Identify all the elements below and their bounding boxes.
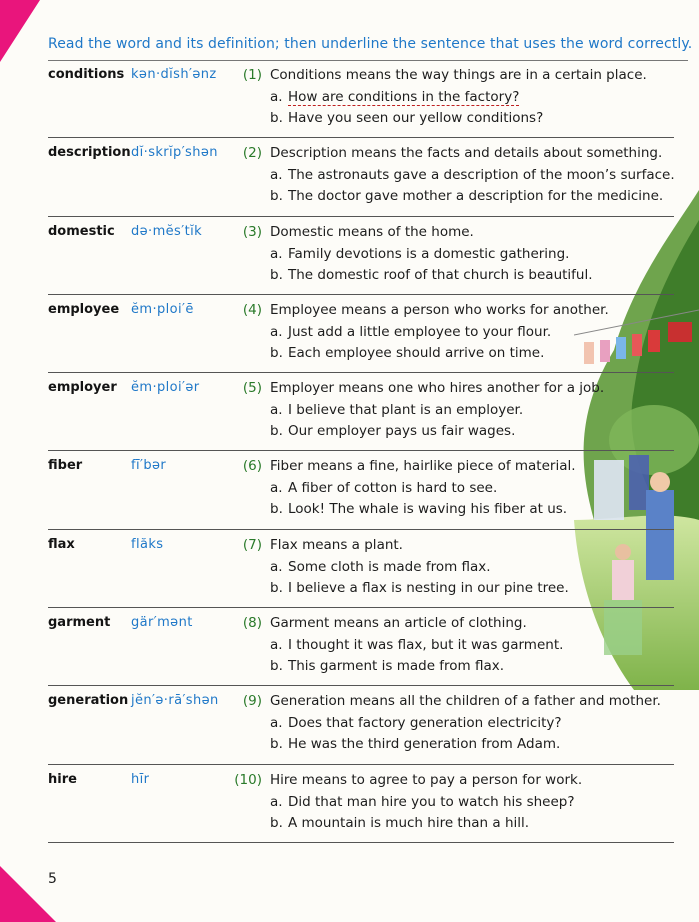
- vocabulary-entry: [0, 60, 699, 138]
- sentence-b[interactable]: [270, 658, 504, 674]
- vocabulary-list: [0, 60, 699, 843]
- entry-definition: Fiber means a fine, hairlike piece of material.: [270, 458, 576, 475]
- entry-definition: Description means the facts and details about something.: [270, 145, 663, 162]
- entry-word: fiber: [48, 458, 83, 474]
- entry-word: domestic: [48, 223, 115, 239]
- entry-number: (5): [242, 380, 262, 397]
- page-number: 5: [48, 871, 57, 887]
- sentence-text: He was the third generation from Adam.: [288, 736, 561, 753]
- sentence-text: This garment is made from flax.: [288, 658, 505, 675]
- option-letter: a.: [270, 637, 283, 654]
- entry-number: (9): [242, 693, 262, 710]
- entry-definition: Garment means an article of clothing.: [270, 615, 527, 632]
- instructions: Read the word and its definition; then underline the sentence that uses the word correctly.: [48, 36, 693, 52]
- sentence-a[interactable]: [270, 794, 575, 810]
- option-letter: b.: [270, 501, 283, 518]
- entry-pronunciation: hīr: [131, 771, 150, 787]
- entry-number: (6): [242, 458, 262, 475]
- entry-definition: Conditions means the way things are in a certain place.: [270, 67, 647, 83]
- option-letter: a.: [270, 167, 283, 184]
- option-letter: a.: [270, 480, 283, 497]
- entry-pronunciation: gär′mənt: [131, 615, 193, 631]
- sentence-a[interactable]: [270, 480, 497, 496]
- vocabulary-entry: [0, 373, 699, 451]
- option-letter: a.: [270, 558, 283, 575]
- entry-pronunciation: kən·dĭsh′ənz: [131, 67, 217, 82]
- option-letter: b.: [270, 344, 283, 361]
- sentence-text: Family devotions is a domestic gathering.: [288, 245, 570, 262]
- entry-word: generation: [48, 693, 129, 709]
- entry-number: (10): [234, 771, 262, 788]
- entry-number: (7): [242, 536, 262, 553]
- sentence-text: Did that man hire you to watch his sheep?: [288, 793, 575, 810]
- option-letter: b.: [270, 736, 283, 753]
- entry-definition: Employer means one who hires another for a job.: [270, 380, 605, 397]
- vocabulary-entry: [0, 608, 699, 686]
- vocabulary-entry: [0, 217, 699, 295]
- entry-word: conditions: [48, 67, 125, 82]
- vocabulary-entry: [0, 138, 699, 216]
- entry-definition: Flax means a plant.: [270, 536, 403, 553]
- option-letter: a.: [270, 323, 283, 340]
- vocabulary-entry: [0, 765, 699, 843]
- vocabulary-entry: [0, 451, 699, 529]
- entry-pronunciation: də·mĕs′tĭk: [131, 223, 203, 239]
- sentence-a[interactable]: [270, 246, 569, 262]
- entry-definition: Hire means to agree to pay a person for work.: [270, 771, 583, 788]
- option-letter: b.: [270, 814, 283, 831]
- entry-word: flax: [48, 536, 75, 552]
- sentence-text: Our employer pays us fair wages.: [288, 423, 516, 440]
- vocabulary-entry: [0, 530, 699, 608]
- sentence-text: Just add a little employee to your flour.: [288, 323, 552, 340]
- entry-word: hire: [48, 771, 77, 787]
- entry-definition: Generation means all the children of a father and mother.: [270, 693, 661, 710]
- sentence-text: A mountain is much hire than a hill.: [288, 814, 530, 831]
- sentence-a[interactable]: [270, 324, 551, 340]
- sentence-a[interactable]: [270, 167, 675, 183]
- sentence-b[interactable]: [270, 580, 569, 596]
- entry-number: (8): [242, 615, 262, 632]
- sentence-text: A fiber of cotton is hard to see.: [288, 480, 498, 497]
- corner-decoration-top: [0, 0, 40, 62]
- entry-definition: Domestic means of the home.: [270, 223, 474, 240]
- sentence-text: Some cloth is made from flax.: [288, 558, 491, 575]
- option-letter: b.: [270, 110, 283, 126]
- option-letter: b.: [270, 266, 283, 283]
- entry-pronunciation: flăks: [131, 536, 164, 552]
- entry-definition: Employee means a person who works for another.: [270, 301, 609, 318]
- sentence-text: Each employee should arrive on time.: [288, 344, 545, 361]
- option-letter: b.: [270, 423, 283, 440]
- sentence-b[interactable]: [270, 188, 663, 204]
- sentence-text: Does that factory generation electricity?: [288, 715, 562, 732]
- entry-pronunciation: ĕm·ploi′ər: [131, 380, 200, 396]
- option-letter: a.: [270, 715, 283, 732]
- entry-number: (2): [242, 145, 262, 162]
- sentence-text: Have you seen our yellow conditions?: [288, 110, 544, 126]
- sentence-text: The doctor gave mother a description for the medicine.: [288, 188, 664, 205]
- entry-pronunciation: fī′bər: [131, 458, 167, 474]
- sentence-a[interactable]: [270, 402, 523, 418]
- option-letter: a.: [270, 89, 283, 105]
- option-letter: a.: [270, 245, 283, 262]
- entry-word: employee: [48, 301, 120, 317]
- sentence-text: The domestic roof of that church is beautiful.: [288, 266, 593, 283]
- option-letter: b.: [270, 658, 283, 675]
- sentence-text: Look! The whale is waving his fiber at us.: [288, 501, 568, 518]
- sentence-b[interactable]: [270, 501, 567, 517]
- sentence-text: I believe a flax is nesting in our pine tree.: [288, 579, 569, 596]
- sentence-text: I thought it was flax, but it was garment.: [288, 637, 564, 654]
- sentence-text: How are conditions in the factory?: [288, 89, 520, 105]
- vocabulary-entry: [0, 295, 699, 373]
- entry-number: (4): [242, 301, 262, 318]
- entry-word: employer: [48, 380, 117, 396]
- option-letter: b.: [270, 579, 283, 596]
- entry-word: description: [48, 145, 131, 161]
- sentence-a[interactable]: [270, 89, 519, 105]
- sentence-b[interactable]: [270, 423, 515, 439]
- divider: [48, 842, 674, 843]
- sentence-b[interactable]: [270, 815, 529, 831]
- sentence-text: The astronauts gave a description of the moon’s surface.: [288, 167, 675, 184]
- option-letter: a.: [270, 402, 283, 419]
- entry-word: garment: [48, 615, 111, 631]
- sentence-b[interactable]: [270, 110, 543, 126]
- entry-number: (3): [242, 223, 262, 240]
- sentence-a[interactable]: [270, 559, 491, 575]
- entry-pronunciation: dĭ·skrĭp′shən: [131, 145, 218, 161]
- entry-pronunciation: jĕn′ə·rā′shən: [131, 693, 219, 709]
- option-letter: a.: [270, 793, 283, 810]
- entry-number: (1): [242, 67, 262, 83]
- sentence-b[interactable]: [270, 267, 593, 283]
- sentence-b[interactable]: [270, 736, 560, 752]
- sentence-b[interactable]: [270, 345, 544, 361]
- sentence-text: I believe that plant is an employer.: [288, 402, 524, 419]
- option-letter: b.: [270, 188, 283, 205]
- entry-pronunciation: ĕm·ploi′ē: [131, 301, 194, 317]
- vocabulary-entry: [0, 686, 699, 764]
- sentence-a[interactable]: [270, 715, 562, 731]
- sentence-a[interactable]: [270, 637, 563, 653]
